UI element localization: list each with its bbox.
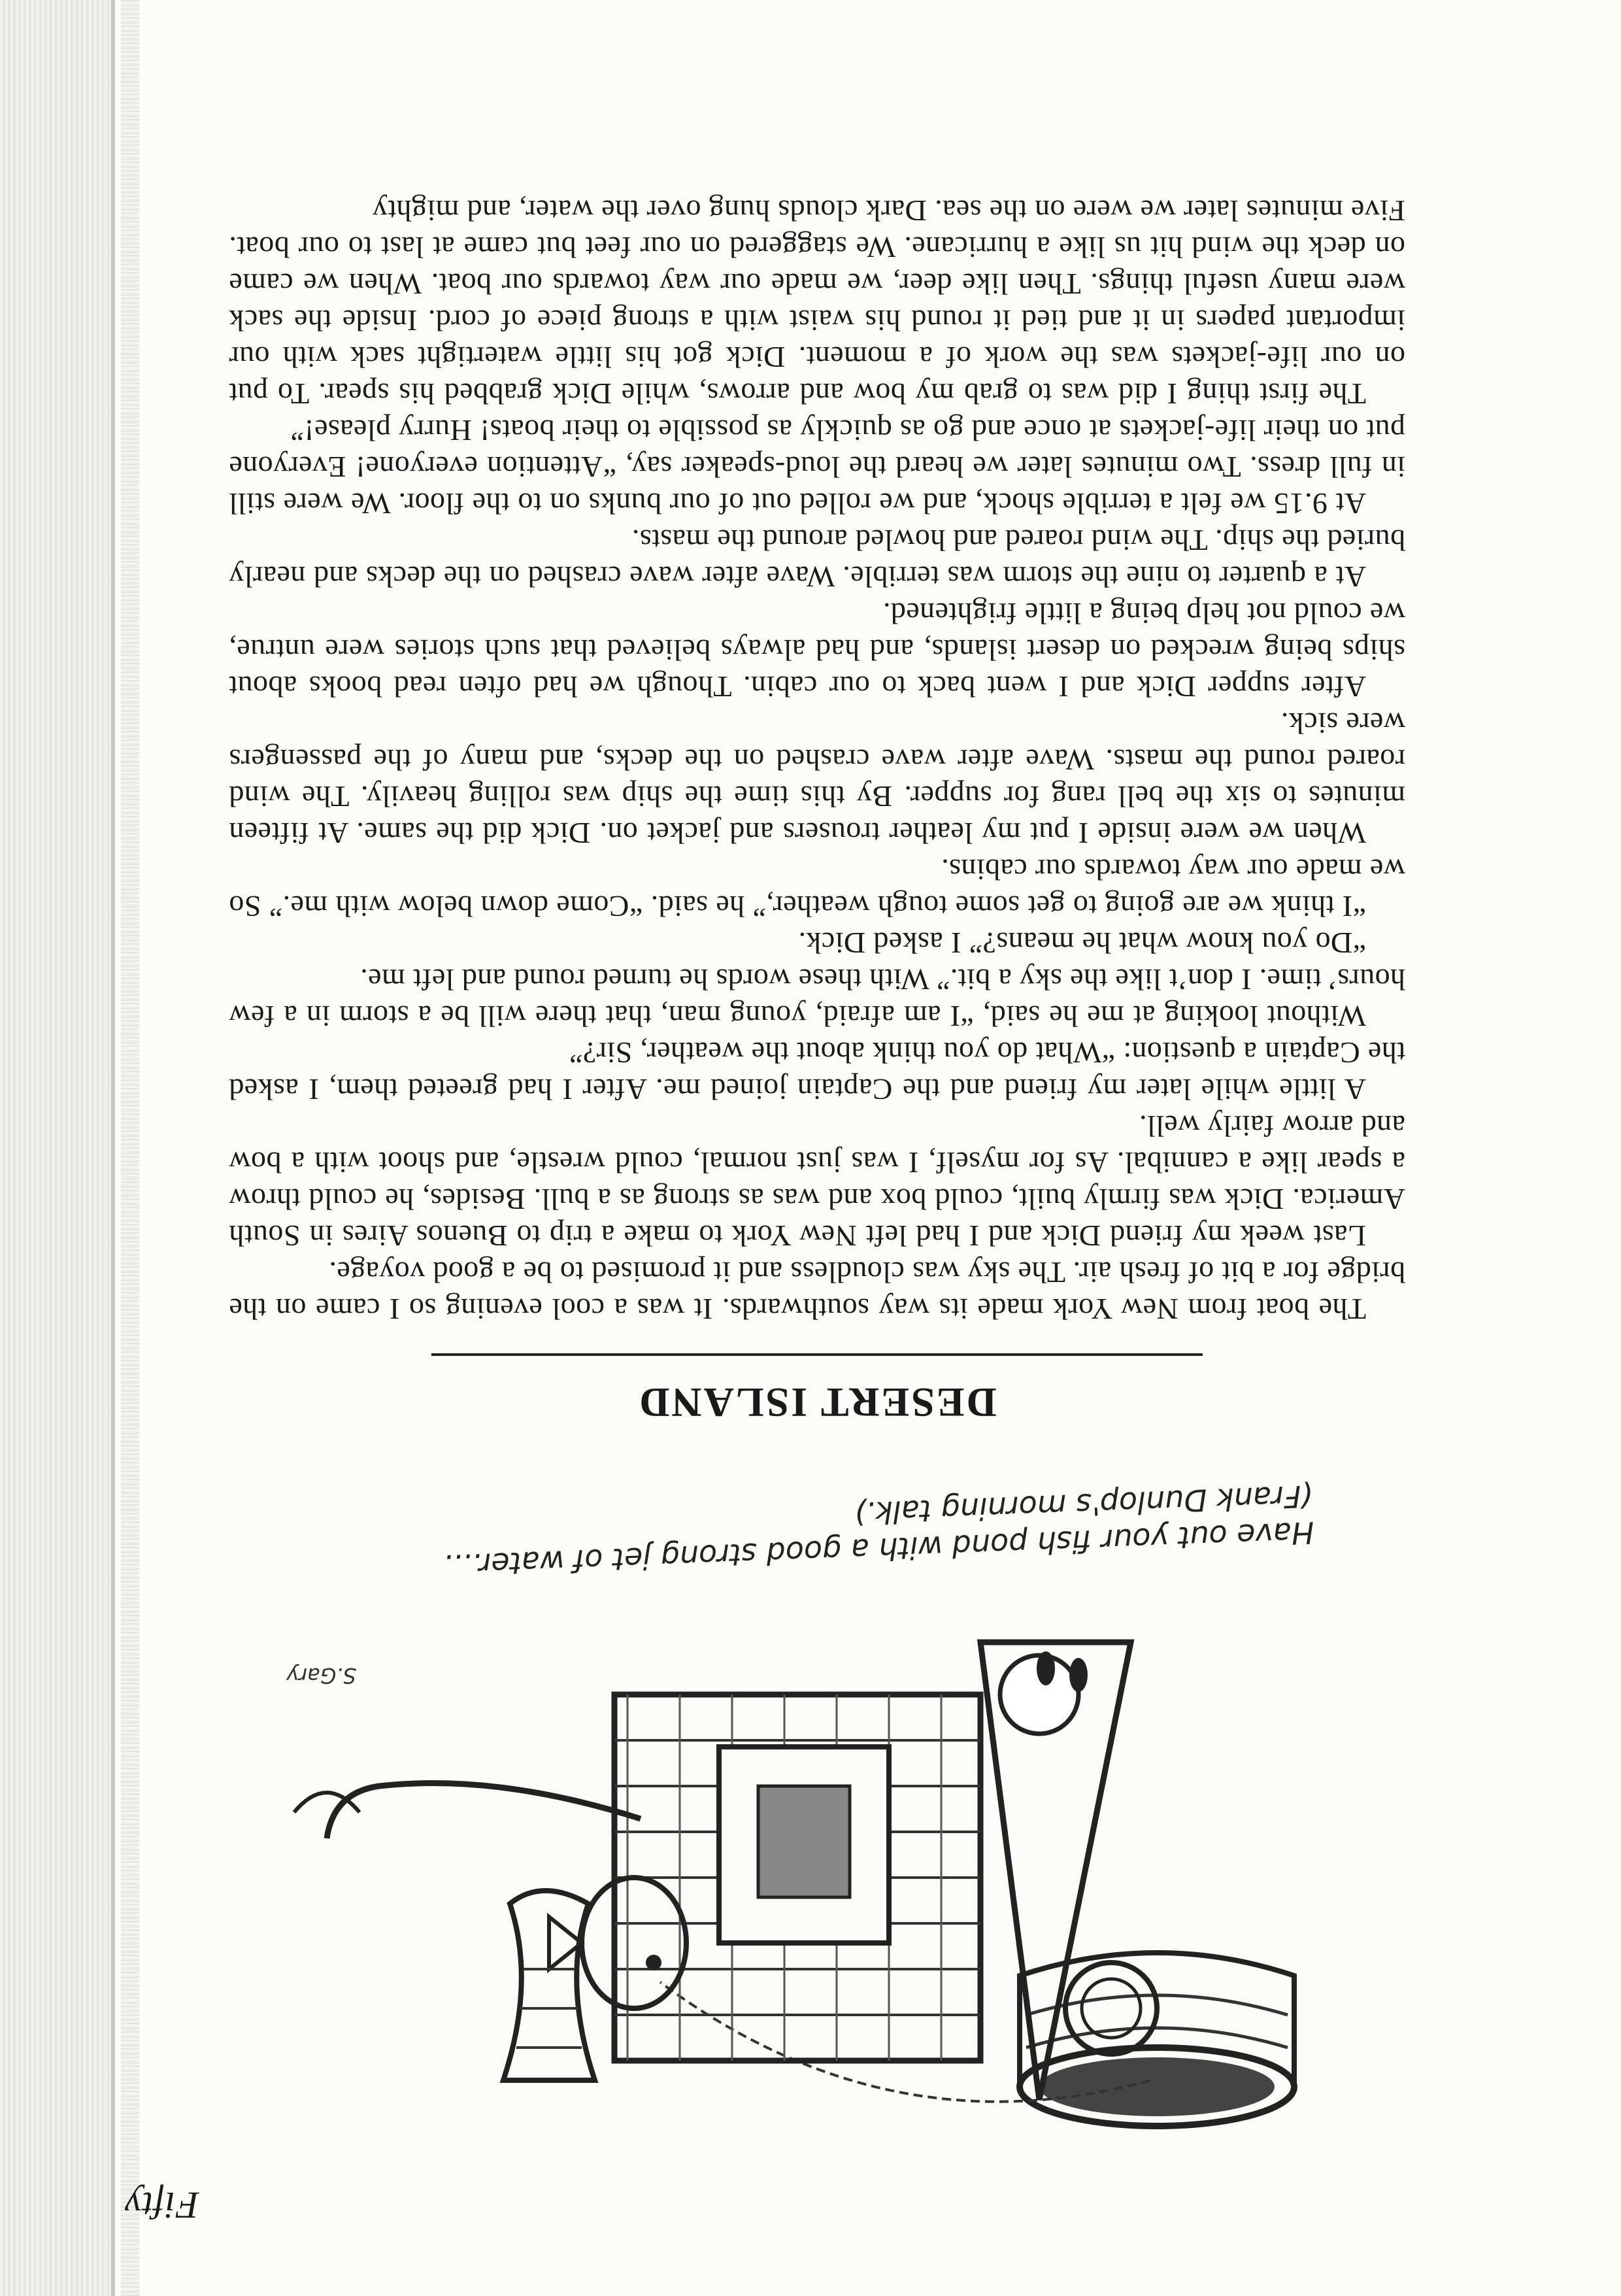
- story-paragraph: “I think we are going to get some tough weather,” he said. “Come down below with me.” So we made our way towards our cabins.: [229, 853, 1405, 923]
- story: [229, 192, 1405, 1427]
- brick-fountain-icon: [614, 1695, 980, 2061]
- story-body: [229, 192, 1405, 1327]
- story-paragraph: “Do you know what he means?” I asked Dick.: [798, 926, 1366, 960]
- title-rule: [431, 1353, 1203, 1356]
- story-paragraph: After supper Dick and I went back to our cabin. Though we had often read books about ships being wrecked on desert islands, and had always believed that such stories were untrue, we could not help being a little frightened.: [229, 597, 1405, 703]
- story-title: DESERT ISLAND: [637, 1379, 997, 1426]
- story-paragraph: When we were inside I put my leather trousers and jacket on. Dick did the same. At fifteen minutes to six the bell rang for supper. By this time the ship was rolling heavily. The wind roared round the masts. Wave after wave crashed on the decks, and many of the passengers were sick.: [229, 707, 1405, 850]
- story-paragraph: Last week my friend Dick and I had left New York to make a trip to Buenos Aires in South America. Dick was firmly built, could box and was as strong as a bull. Besides, he could throw a spear like a cannibal. As for myself, I was just normal, could wrestle, and shoot with a bow and arrow fairly well.: [229, 1109, 1405, 1253]
- story-paragraph: At 9.15 we felt a terrible shock, and we rolled out of our bunks on to the floor. We were still in full dress. Two minutes later we heard the loud-speaker say, “Attention everyone! Everyone put on their life-jackets at once and go as quickly as possible to their boats! Hurry please!”: [229, 414, 1405, 520]
- story-paragraph: The first thing I did was to grab my bow and arrows, while Dick grabbed his spear. To put on our life-jackets was the work of a moment. Dick got his little watertight sack with our important papers in it and tied it round his waist with a strong piece of cord. Inside the sack were many useful things. Then like deer, we made our way towards our boat. When we came on deck the wind hit us like a hurricane. We staggered on our feet but came at last to our boat. Five minutes later we were on the sea. Dark clouds hung over the water, and mighty: [229, 194, 1405, 411]
- page-number: Fifty: [124, 2184, 199, 2227]
- story-paragraph: The boat from New York made its way southwards. It was a cool evening so I came on the bridge for a bit of fresh air. The sky was cloudless and it promised to be a good voyage.: [229, 1256, 1405, 1326]
- story-paragraph: A little while later my friend and the Captain joined me. After I had greeted them, I asked the Captain a question: “What do you think about the weather, Sir?”: [229, 1036, 1405, 1106]
- story-paragraph: At a quarter to nine the storm was terrible. Wave after wave crashed on the decks and nearly buried the ship. The wind roared and howled around the masts.: [229, 524, 1405, 594]
- illustration-caption: Have out your fish pond with a good strong jet of water....(Frank Dunlop's morning talk.): [443, 1478, 1315, 1584]
- story-paragraph: Without looking at me he said, “I am afraid, young man, that there will be a storm in a few hours’ time. I don’t like the sky a bit.” With these words he turned round and left me.: [229, 963, 1405, 1033]
- artist-signature: S.Gary: [286, 1663, 356, 1688]
- cartoon-illustration: [268, 1590, 1346, 2178]
